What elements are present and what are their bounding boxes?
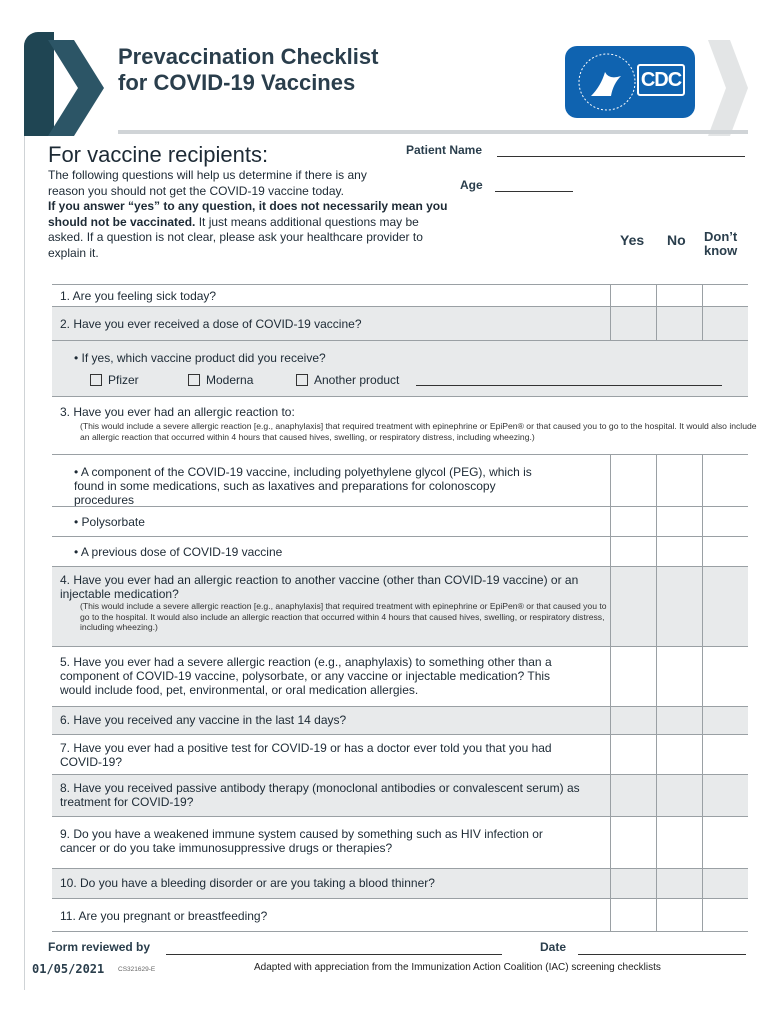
section-heading: For vaccine recipients: (48, 142, 269, 167)
dont-know-checkbox[interactable] (702, 707, 749, 734)
form-code: CS321629-E (118, 966, 156, 973)
yes-checkbox[interactable] (610, 647, 657, 706)
no-checkbox[interactable] (656, 735, 703, 774)
question-text: 11. Are you pregnant or breastfeeding? (60, 909, 268, 923)
yes-checkbox[interactable] (610, 707, 657, 734)
no-checkbox[interactable] (656, 537, 703, 566)
dont-know-checkbox[interactable] (702, 647, 749, 706)
question-row-9 (52, 816, 748, 868)
no-checkbox[interactable] (656, 455, 703, 506)
dont-know-checkbox[interactable] (702, 307, 749, 340)
option-pfizer[interactable]: Pfizer (90, 373, 139, 387)
no-checkbox[interactable] (656, 707, 703, 734)
question-text: 6. Have you received any vaccine in the last 14 days? (60, 713, 347, 727)
age-field[interactable] (495, 191, 573, 192)
question-text: • Polysorbate (74, 515, 145, 529)
question-row-7 (52, 734, 748, 774)
no-checkbox[interactable] (656, 647, 703, 706)
no-checkbox[interactable] (656, 775, 703, 816)
question-text: 1. Are you feeling sick today? (60, 289, 217, 303)
dont-know-checkbox[interactable] (702, 507, 749, 536)
question-note: (This would include a severe allergic reaction [e.g., anaphylaxis] that required treatment with epinephrine or EpiPen® or that caused you to go to the hospital. It would also include an allergic reaction that occurred within 4 hours that caused hives, swelling, or respiratory distress, including wheezing.) (80, 421, 757, 442)
cdc-logo (565, 46, 695, 118)
question-row-2 (52, 306, 748, 340)
yes-checkbox[interactable] (610, 537, 657, 566)
age-label: Age (460, 178, 483, 192)
no-checkbox[interactable] (656, 285, 703, 306)
dont-know-checkbox[interactable] (702, 285, 749, 306)
column-dont-know: Don’t know (704, 229, 738, 258)
yes-checkbox[interactable] (610, 567, 657, 646)
option-another-product[interactable]: Another product (296, 373, 399, 387)
form-date: 01/05/2021 (32, 962, 105, 976)
question-row-3c (52, 536, 748, 566)
question-row-3a (52, 454, 748, 506)
question-row-3b (52, 506, 748, 536)
question-row-1 (52, 284, 748, 306)
question-text: 7. Have you ever had a positive test for COVID-19 or has a doctor ever told you that you had COVID-19? (60, 741, 552, 769)
yes-checkbox[interactable] (610, 817, 657, 868)
reviewed-by-label: Form reviewed by (48, 940, 151, 954)
dont-know-checkbox[interactable] (702, 567, 749, 646)
no-checkbox[interactable] (656, 507, 703, 536)
question-text: 2. Have you ever received a dose of COVID-19 vaccine? (60, 317, 362, 331)
question-text: 3. Have you ever had an allergic reaction to: (60, 405, 295, 419)
dont-know-checkbox[interactable] (702, 899, 749, 931)
intro-text: The following questions will help us determine if there is any reason you should not get the COVID-19 vaccine today. If you answer “yes” to any question, it does not necessarily mean you should not be vaccinated. It just means additional questions may be asked. If a question is not clear, please ask your healthcare provider to explain it. (48, 168, 448, 260)
checkbox-icon[interactable] (188, 374, 200, 386)
question-text: 10. Do you have a bleeding disorder or are you taking a blood thinner? (60, 876, 435, 890)
dont-know-checkbox[interactable] (702, 735, 749, 774)
question-text: 5. Have you ever had a severe allergic reaction (e.g., anaphylaxis) to something other than a component of COVID-19 vaccine, polysorbate, or any vaccine or injectable medication? This would include food, pet, environmental, or oral medication allergies. (60, 655, 552, 697)
question-text: 4. Have you ever had an allergic reaction to another vaccine (other than COVID-19 vaccine) or an injectable medication? (60, 573, 579, 601)
yes-checkbox[interactable] (610, 775, 657, 816)
no-checkbox[interactable] (656, 817, 703, 868)
yes-checkbox[interactable] (610, 899, 657, 931)
cdc-wordmark: CDC (637, 64, 685, 96)
question-row-5 (52, 646, 748, 706)
question-row-4 (52, 566, 748, 646)
checkbox-icon[interactable] (90, 374, 102, 386)
yes-checkbox[interactable] (610, 307, 657, 340)
column-yes: Yes (620, 232, 645, 248)
question-row-11 (52, 898, 748, 932)
patient-name-label: Patient Name (406, 143, 483, 157)
credit-text: Adapted with appreciation from the Immunization Action Coalition (IAC) screening checklists (254, 962, 661, 973)
question-row-2-sub (52, 340, 748, 396)
question-text: • If yes, which vaccine product did you receive? (74, 351, 326, 365)
option-moderna[interactable]: Moderna (188, 373, 253, 387)
page-title: Prevaccination Checklist for COVID-19 Vaccines (118, 44, 379, 95)
hhs-eagle-icon (571, 46, 641, 118)
another-product-field[interactable] (416, 385, 722, 386)
question-text: 9. Do you have a weakened immune system caused by something such as HIV infection or cancer or do you take immunosuppressive drugs or therapies? (60, 827, 543, 855)
dont-know-checkbox[interactable] (702, 869, 749, 898)
question-note: (This would include a severe allergic reaction [e.g., anaphylaxis] that required treatment with epinephrine or EpiPen® or that caused you to go to the hospital. It would also include an allergic reaction that occurred within 4 hours that caused hives, swelling, or respiratory distress, including wheezing.) (80, 601, 607, 632)
no-checkbox[interactable] (656, 899, 703, 931)
no-checkbox[interactable] (656, 567, 703, 646)
question-text: 8. Have you received passive antibody therapy (monoclonal antibodies or convalescent serum) as treatment for COVID-19? (60, 781, 580, 809)
yes-checkbox[interactable] (610, 507, 657, 536)
dont-know-checkbox[interactable] (702, 537, 749, 566)
yes-checkbox[interactable] (610, 869, 657, 898)
yes-checkbox[interactable] (610, 455, 657, 506)
date-label: Date (540, 940, 567, 954)
no-checkbox[interactable] (656, 869, 703, 898)
chevron-right-decoration-icon (700, 40, 750, 136)
dont-know-checkbox[interactable] (702, 817, 749, 868)
yes-checkbox[interactable] (610, 735, 657, 774)
dont-know-checkbox[interactable] (702, 775, 749, 816)
question-row-10 (52, 868, 748, 898)
no-checkbox[interactable] (656, 307, 703, 340)
question-row-3 (52, 396, 757, 454)
question-row-8 (52, 774, 748, 816)
yes-checkbox[interactable] (610, 285, 657, 306)
question-text: • A component of the COVID-19 vaccine, including polyethylene glycol (PEG), which is found in some medications, such as laxatives and preparations for colonoscopy procedures (74, 465, 532, 507)
patient-name-field[interactable] (497, 156, 745, 157)
date-field[interactable] (578, 954, 746, 955)
header-divider (118, 130, 748, 134)
left-margin-line (24, 136, 25, 990)
chevron-decoration-icon (48, 40, 108, 136)
question-row-6 (52, 706, 748, 734)
question-text: • A previous dose of COVID-19 vaccine (74, 545, 283, 559)
reviewed-by-field[interactable] (166, 954, 502, 955)
column-no: No (667, 232, 686, 248)
checkbox-icon[interactable] (296, 374, 308, 386)
dont-know-checkbox[interactable] (702, 455, 749, 506)
